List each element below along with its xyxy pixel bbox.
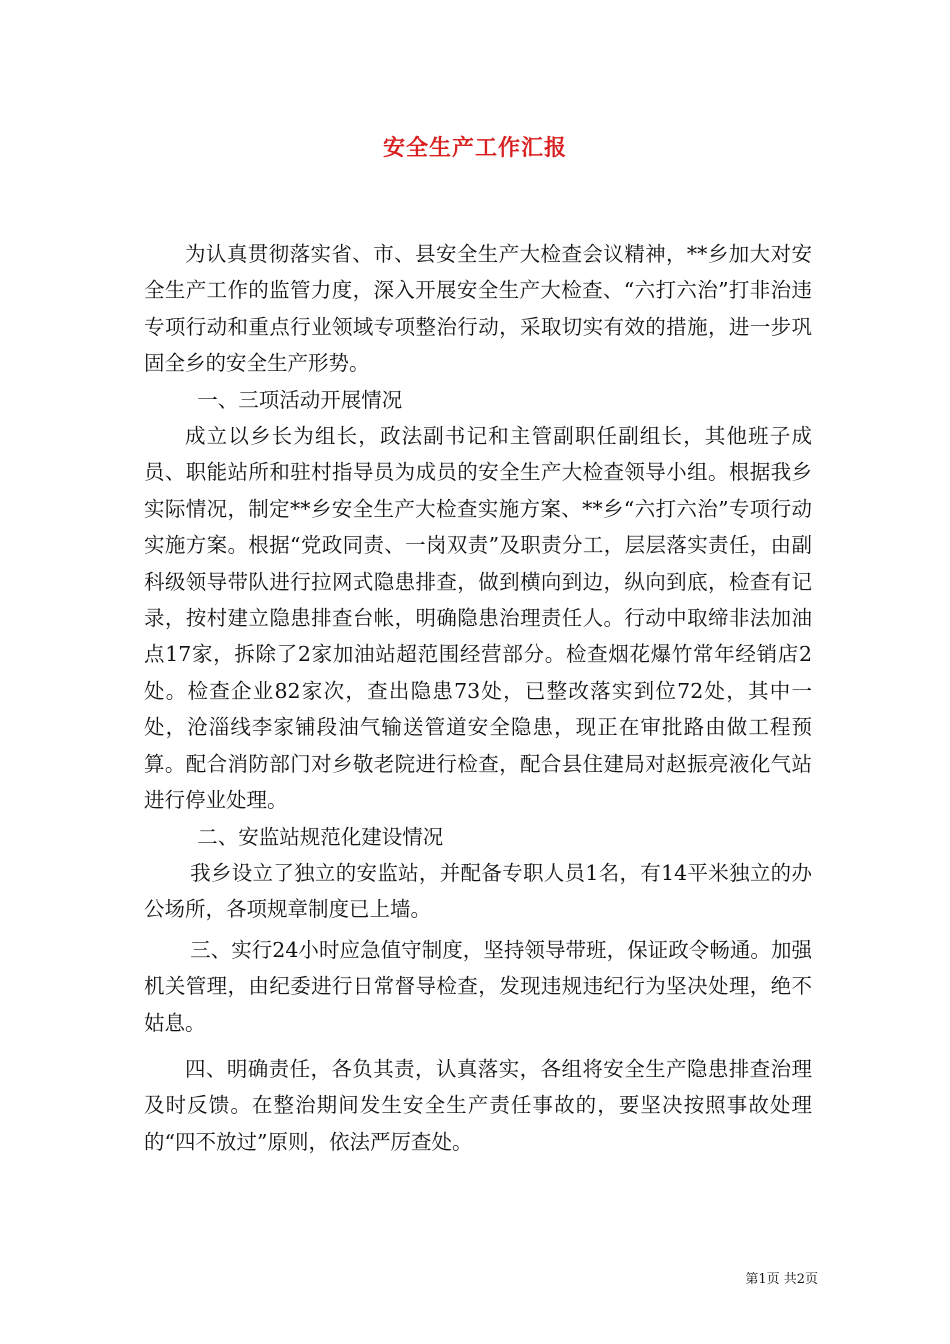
document-body (144, 236, 812, 1160)
document-title: 安全生产工作汇报 (382, 135, 567, 161)
page-number: 第1页 共2页 (745, 1272, 818, 1287)
section-1-paragraph: 成立以乡长为组长，政法副书记和主管副职任副组长，其他班子成员、职能站所和驻村指导员为成员的安全生产大检查领导小组。根据我乡实际情况，制定**乡安全生产大检查实施方案、**乡“六打六治”专项行动实施方案。根据“党政同责、一岗双责”及职责分工，层层落实责任，由副科级领导带队进行拉网式隐患排查，做到横向到边，纵向到底，检查有记录，按村建立隐患排查台帐，明确隐患治理责任人。行动中取缔非法加油点17家，拆除了2家加油站超范围经营部分。检查烟花爆竹常年经销店2处。检查企业82家次，查出隐患73处，已整改落实到位72处，其中一处，沧淄线李家铺段油气输送管道安全隐患，现正在审批路由做工程预算。配合消防部门对乡敬老院进行检查，配合县住建局对赵振亮液化气站进行停业处理。 (144, 424, 812, 813)
section-3-paragraph: 三、实行24小时应急值守制度，坚持领导带班，保证政令畅通。加强机关管理，由纪委进行日常督导检查，发现违规违纪行为坚决处理，绝不姑息。 (144, 937, 812, 1035)
section-4-paragraph: 四、明确责任，各负其责，认真落实，各组将安全生产隐患排查治理及时反馈。在整治期间发生安全生产责任事故的，要坚决按照事故处理的“四不放过”原则，依法严厉查处。 (144, 1056, 812, 1154)
section-heading-1: 一、三项活动开展情况 (197, 387, 403, 412)
section-heading-2: 二、安监站规范化建设情况 (197, 824, 444, 849)
intro-paragraph: 为认真贯彻落实省、市、县安全生产大检查会议精神，**乡加大对安全生产工作的监管力度，深入开展安全生产大检查、“六打六治”打非治违专项行动和重点行业领域专项整治行动，采取切实有效的措施，进一步巩固全乡的安全生产形势。 (144, 242, 812, 376)
section-2-paragraph: 我乡设立了独立的安监站，并配备专职人员1名，有14平米独立的办公场所，各项规章制度已上墙。 (144, 860, 812, 922)
